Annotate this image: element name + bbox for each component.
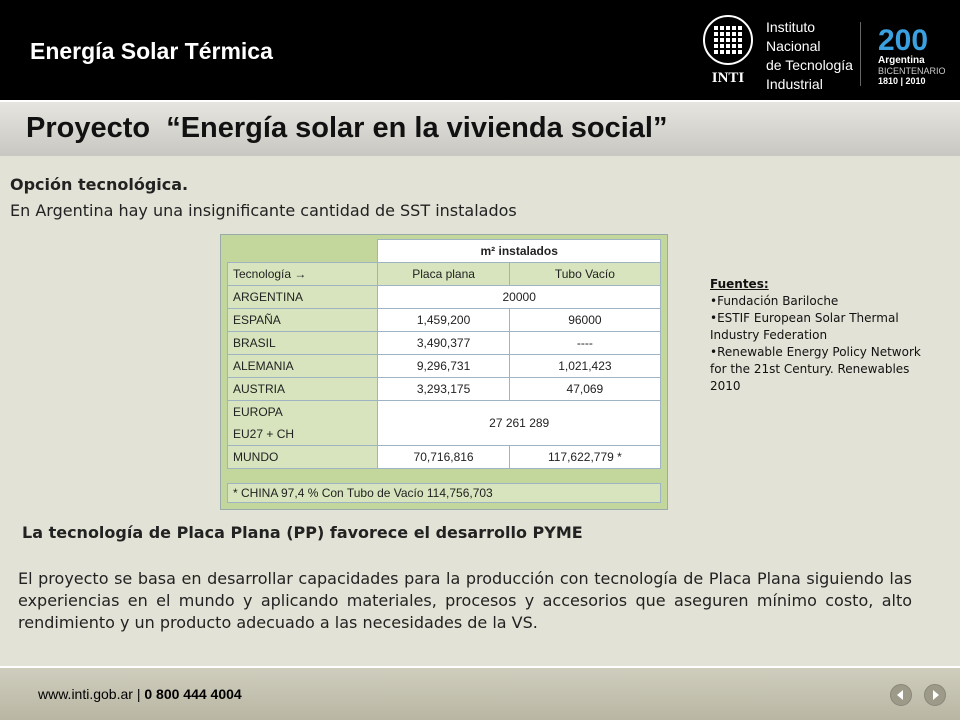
source-item: •Fundación Bariloche bbox=[710, 294, 839, 308]
next-slide-button[interactable] bbox=[924, 684, 946, 706]
option-text: En Argentina hay una insignificante cantidad de SST instalados bbox=[10, 201, 517, 220]
row-flat-plate: 3,490,377 bbox=[378, 332, 509, 355]
bicentenario-label bbox=[878, 56, 946, 86]
col-flat-plate: Placa plana bbox=[378, 263, 509, 286]
inti-logo-text: INTI bbox=[711, 70, 745, 86]
col-vacuum-tube: Tubo Vacío bbox=[509, 263, 660, 286]
source-item: •ESTIF European Solar Thermal Industry Federation bbox=[710, 311, 899, 342]
row-value: 27 261 289 bbox=[378, 401, 661, 446]
source-item: •Renewable Energy Policy Network for the 21st Century. Renewables 2010 bbox=[710, 345, 921, 393]
row-flat-plate: 1,459,200 bbox=[378, 309, 509, 332]
row-flat-plate: 70,716,816 bbox=[378, 446, 509, 469]
row-vacuum-tube: 1,021,423 bbox=[509, 355, 660, 378]
flat-plate-heading: La tecnología de Placa Plana (PP) favorece el desarrollo PYME bbox=[22, 523, 583, 542]
row-country: ARGENTINA bbox=[228, 286, 378, 309]
bicentenario-years: 1810 | 2010 bbox=[878, 76, 926, 86]
europa-line-2: EU27 + CH bbox=[233, 427, 295, 441]
table-footnote: * CHINA 97,4 % Con Tubo de Vacío 114,756,703 bbox=[227, 483, 661, 503]
sources-heading: Fuentes: bbox=[710, 277, 769, 291]
chevron-left-icon bbox=[891, 685, 911, 705]
institute-line-2: Nacional bbox=[766, 38, 821, 54]
col-technology: Tecnología → bbox=[228, 263, 378, 286]
header-divider bbox=[860, 22, 861, 86]
chevron-right-icon bbox=[925, 685, 945, 705]
footer-url[interactable]: www.inti.gob.ar | bbox=[38, 686, 145, 702]
table-header: m² instalados bbox=[378, 240, 661, 263]
slide-title: Proyecto “Energía solar en la vivienda social” bbox=[26, 112, 668, 144]
row-value: 20000 bbox=[378, 286, 661, 309]
row-country: BRASIL bbox=[228, 332, 378, 355]
row-vacuum-tube: 96000 bbox=[509, 309, 660, 332]
project-description: El proyecto se basa en desarrollar capacidades para la producción con tecnología de Placa Plana siguiendo las experiencias en el mundo y aplicando materiales, procesos y accesorios que aseguren mínimo costo, alto rendimiento y un producto adecuado a las necesidades de la VS. bbox=[18, 569, 912, 632]
institute-line-4: Industrial bbox=[766, 76, 823, 92]
row-vacuum-tube: ---- bbox=[509, 332, 660, 355]
institute-line-1: Instituto bbox=[766, 19, 816, 35]
row-flat-plate: 3,293,175 bbox=[378, 378, 509, 401]
row-vacuum-tube: 117,622,779 * bbox=[509, 446, 660, 469]
option-title: Opción tecnológica. bbox=[10, 175, 189, 194]
bicentenario-country: Argentina bbox=[878, 55, 925, 66]
slide-header-title: Energía Solar Térmica bbox=[30, 38, 273, 64]
installed-area-table bbox=[220, 234, 668, 510]
institute-name bbox=[766, 18, 853, 94]
europa-line-1: EUROPA bbox=[233, 405, 283, 419]
previous-slide-button[interactable] bbox=[890, 684, 912, 706]
footer-phone: 0 800 444 4004 bbox=[144, 686, 242, 702]
institute-line-3: de Tecnología bbox=[766, 57, 853, 73]
inti-logo-icon bbox=[700, 14, 756, 86]
row-country-europa bbox=[228, 401, 378, 446]
footer-contact bbox=[38, 686, 242, 702]
row-country: AUSTRIA bbox=[228, 378, 378, 401]
bicentenario-number: 200 bbox=[878, 24, 929, 57]
row-country: ESPAÑA bbox=[228, 309, 378, 332]
row-country: MUNDO bbox=[228, 446, 378, 469]
row-flat-plate: 9,296,731 bbox=[378, 355, 509, 378]
row-country: ALEMANIA bbox=[228, 355, 378, 378]
sources-box bbox=[710, 276, 930, 395]
row-vacuum-tube: 47,069 bbox=[509, 378, 660, 401]
bicentenario-text: BICENTENARIO bbox=[878, 66, 946, 76]
